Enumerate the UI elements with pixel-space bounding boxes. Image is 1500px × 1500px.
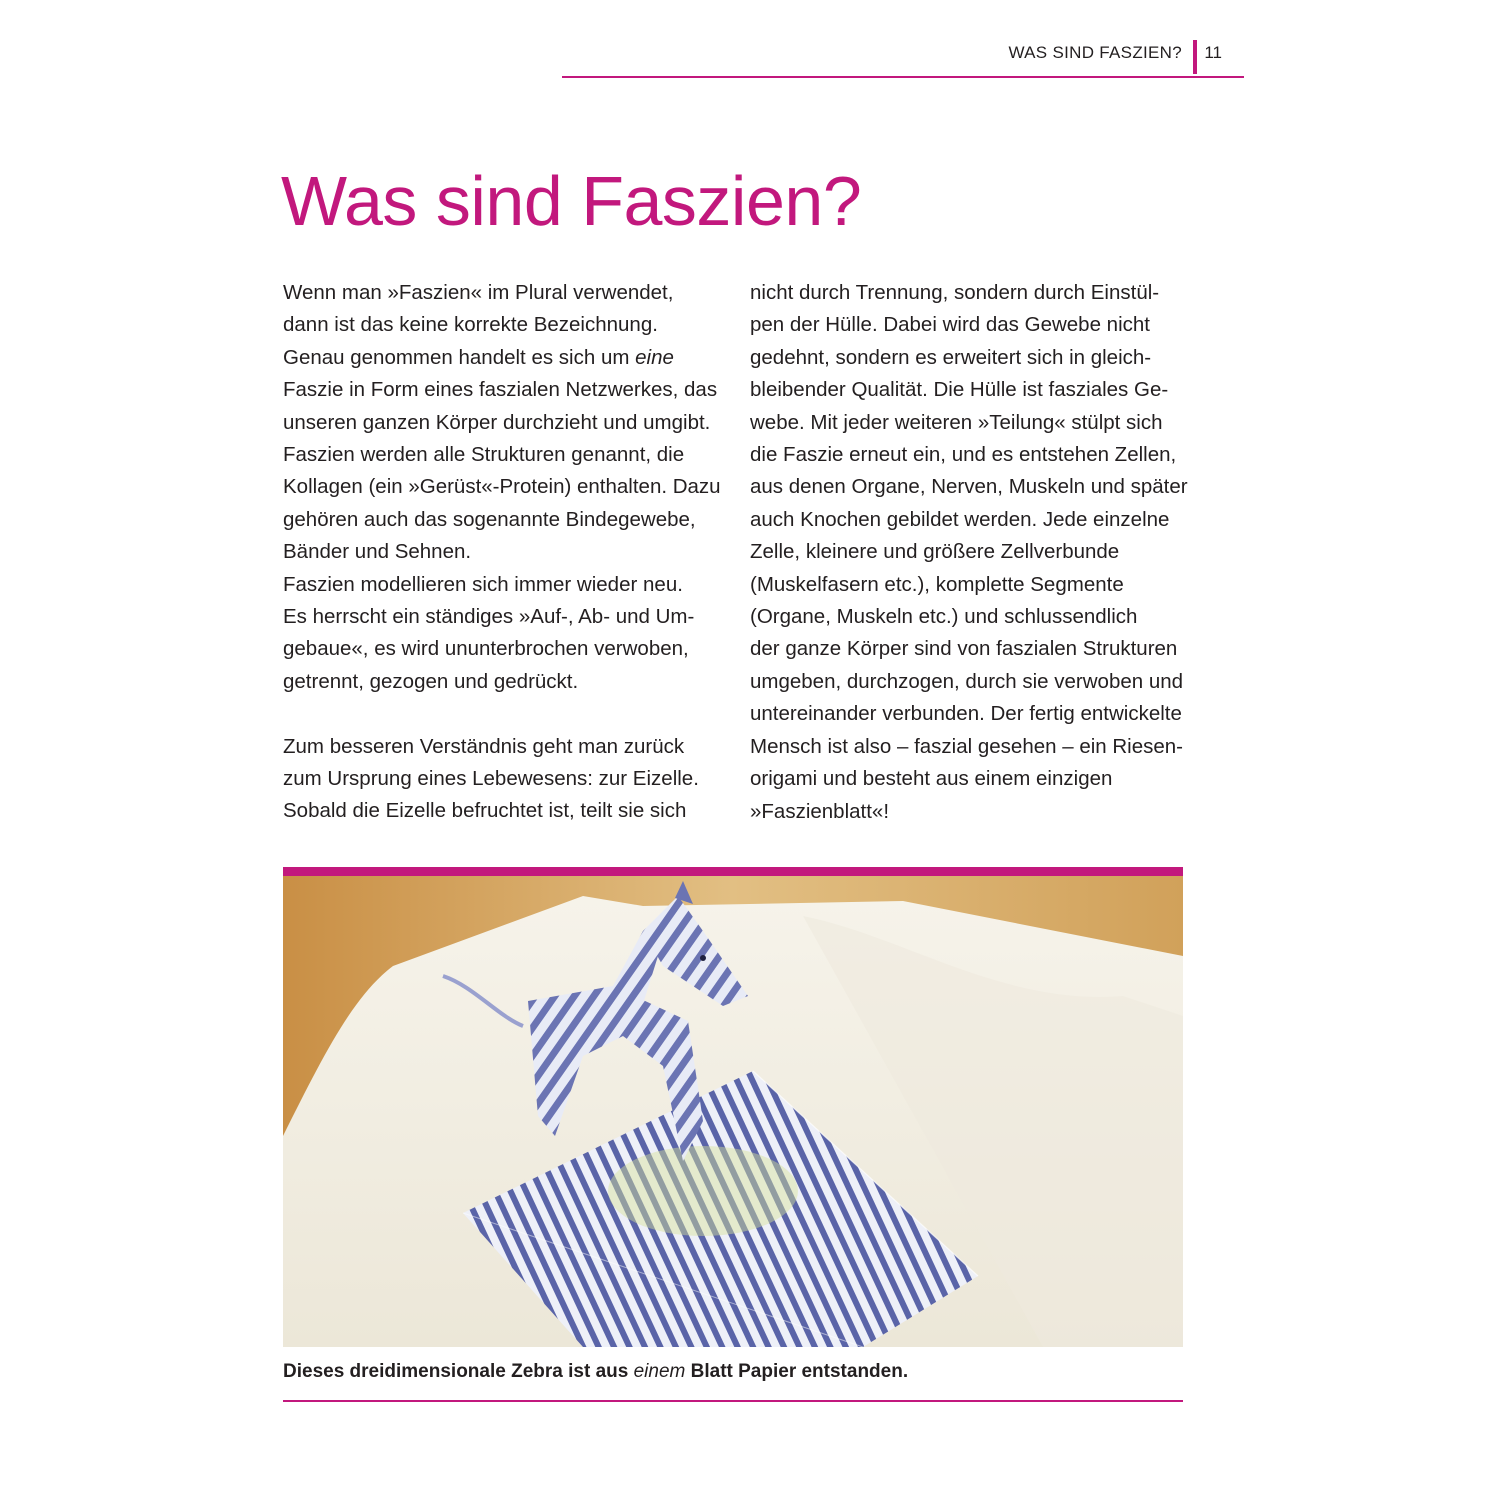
- running-header: [562, 40, 1244, 78]
- paragraph-gap: [283, 698, 723, 730]
- sheet-highlight: [608, 1146, 798, 1236]
- text-line: Zum besseren Verständnis geht man zurück: [283, 734, 685, 758]
- text-line: Wenn man »Faszien« im Plural verwendet,: [283, 281, 674, 304]
- text-line: origami und besteht aus einem einzigen: [750, 767, 1113, 791]
- text-line: Es herrscht ein ständiges »Auf-, Ab- und Um-: [283, 605, 695, 629]
- text-line: webe. Mit jeder weiteren »Teilung« stülpt sich: [750, 410, 1163, 434]
- text-line: (Muskelfasern etc.), komplette Segmente: [750, 572, 1124, 596]
- caption-rule: [283, 1400, 1183, 1402]
- text-line: gehören auch das sogenannte Bindegewebe,: [283, 507, 696, 531]
- text-line: nicht durch Trennung, sondern durch Einstül-: [750, 281, 1160, 304]
- body-column-right: [750, 277, 1190, 828]
- text-line: gebaue«, es wird ununterbrochen verwoben,: [283, 637, 689, 661]
- header-separator: [1193, 40, 1197, 74]
- running-title: WAS SIND FASZIEN?: [1008, 43, 1182, 62]
- text-line: der ganze Körper sind von faszialen Strukturen: [750, 637, 1178, 661]
- text-line: untereinander verbunden. Der fertig entwickelte: [750, 702, 1182, 726]
- figure-top-bar: [283, 867, 1183, 876]
- text-line: auch Knochen gebildet werden. Jede einzelne: [750, 507, 1170, 531]
- text-line: Faszie in Form eines faszialen Netzwerkes, das: [283, 378, 718, 402]
- photo-illustration: [283, 876, 1183, 1347]
- figure-caption: [283, 1361, 1183, 1383]
- text-line: (Organe, Muskeln etc.) und schlussendlich: [750, 605, 1138, 629]
- caption-emphasis: einem: [633, 1361, 686, 1382]
- text-line: die Faszie erneut ein, und es entstehen Zellen,: [750, 443, 1177, 467]
- text-line: Faszien modellieren sich immer wieder neu.: [283, 572, 683, 596]
- page-number: 11: [1204, 43, 1222, 62]
- text-line: dann ist das keine korrekte Bezeichnung.: [283, 313, 658, 337]
- text-line: Kollagen (ein »Gerüst«-Protein) enthalten. Dazu: [283, 475, 721, 499]
- text-line: Mensch ist also – faszial gesehen – ein Riesen-: [750, 734, 1184, 758]
- page-title: Was sind Faszien?: [281, 162, 862, 240]
- text-line: zum Ursprung eines Lebewesens: zur Eizelle.: [283, 767, 699, 791]
- text-line: unseren ganzen Körper durchzieht und umgibt.: [283, 410, 711, 434]
- text-line: bleibender Qualität. Die Hülle ist fasziales Ge-: [750, 378, 1169, 402]
- origami-zebra-photo: [283, 876, 1183, 1347]
- caption-text-end: Blatt Papier entstanden.: [685, 1361, 909, 1382]
- text-line-start: Genau genommen handelt es sich um: [283, 345, 636, 369]
- text-line: Bänder und Sehnen.: [283, 540, 472, 564]
- text-line: [283, 342, 723, 374]
- text-line: Sobald die Eizelle befruchtet ist, teilt sie sich: [283, 799, 687, 823]
- text-line: umgeben, durchzogen, durch sie verwoben und: [750, 669, 1184, 693]
- text-line: pen der Hülle. Dabei wird das Gewebe nicht: [750, 313, 1150, 337]
- zebra-eye: [700, 955, 706, 961]
- text-line: »Faszienblatt«!: [750, 799, 890, 823]
- text-line: Zelle, kleinere und größere Zellverbunde: [750, 540, 1120, 564]
- text-line: aus denen Organe, Nerven, Muskeln und später: [750, 475, 1188, 499]
- body-column-left: [283, 277, 723, 828]
- text-line: Faszien werden alle Strukturen genannt, die: [283, 443, 685, 467]
- emphasis-eine: eine: [635, 345, 674, 369]
- text-line: gedehnt, sondern es erweitert sich in gleich-: [750, 345, 1152, 369]
- caption-text-start: Dieses dreidimensionale Zebra ist aus: [283, 1361, 634, 1382]
- text-line: getrennt, gezogen und gedrückt.: [283, 669, 579, 693]
